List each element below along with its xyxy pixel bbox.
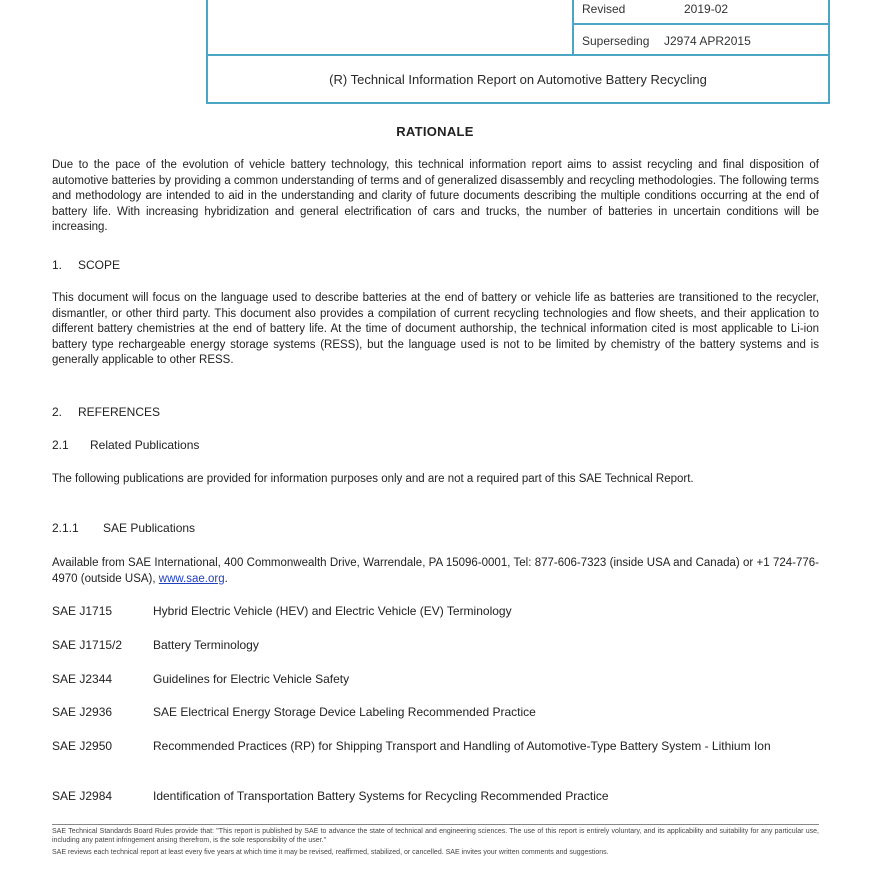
reference-title: Recommended Practices (RP) for Shipping Transport and Handling of Automotive-Type Battery System - Lithium Ion [153, 739, 771, 753]
superseding-label: Superseding [582, 34, 650, 48]
reference-title: SAE Electrical Energy Storage Device Labeling Recommended Practice [153, 705, 536, 719]
section-2-heading [52, 405, 160, 419]
section-2-1-1-title: SAE Publications [103, 521, 196, 535]
reference-title: Hybrid Electric Vehicle (HEV) and Electric Vehicle (EV) Terminology [153, 604, 512, 618]
section-2-number: 2. [52, 405, 63, 419]
footer-divider [52, 824, 819, 825]
footer-notice-review: SAE reviews each technical report at least every five years at which time it may be revised, reaffirmed, stabilized, or cancelled. SAE invites your written comments and suggestions. [52, 849, 609, 856]
reference-title: Guidelines for Electric Vehicle Safety [153, 672, 350, 686]
reference-code: SAE J2344 [52, 672, 113, 686]
reference-code: SAE J2936 [52, 705, 113, 719]
document-header-box [206, 0, 830, 104]
reference-code: SAE J1715 [52, 604, 113, 618]
header-divider-vertical [572, 0, 574, 56]
section-2-1-number: 2.1 [52, 438, 69, 452]
reference-code: SAE J1715/2 [52, 638, 123, 652]
section-2-title: REFERENCES [78, 405, 161, 419]
document-title: (R) Technical Information Report on Automotive Battery Recycling [329, 72, 707, 87]
reference-code: SAE J2950 [52, 739, 113, 753]
section-1-number: 1. [52, 258, 63, 272]
section-1-title: SCOPE [78, 258, 121, 272]
section-2-1-title: Related Publications [90, 438, 200, 452]
scope-paragraph: This document will focus on the language used to describe batteries at the end of battery or vehicle life as batteries are transitioned to the recycler, dismantler, or other third party. This document also provides a compilation of current recycling technologies and flow sheets, and their application to different battery chemistries at the end of battery life. At the time of document authorship, the technical information cited is most applicable to Li-ion battery type rechargeable energy storage systems (RESS), but the language used is not to be limited by chemistry of the battery systems and is generally applicable to other RESS. [52, 292, 819, 366]
superseding-value: J2974 APR2015 [664, 34, 751, 48]
rationale-paragraph: Due to the pace of the evolution of vehicle battery technology, this technical information report aims to assist recycling and final disposition of automotive batteries by providing a common understanding of terms and of generalized disassembly and recycling methodologies. The following terms and methodology are intended to aid in the understanding and clarity of future documents describing the multiple conditions occurring at the end of battery life. With increasing hybridization and general electrification of cars and trucks, the number of batteries in uncertain conditions will be increasing. [52, 159, 819, 233]
section-2-1-1-heading [52, 521, 195, 535]
rationale-heading: RATIONALE [396, 124, 474, 139]
availability-text: Available from SAE International, 400 Commonwealth Drive, Warrendale, PA 15096-0001, Tel: 877-606-7323 (inside USA and Canada) or +1 724-776-4970 (outside USA), [52, 557, 819, 585]
reference-code: SAE J2984 [52, 789, 113, 803]
revised-label: Revised [582, 2, 626, 16]
section-2-1-1-number: 2.1.1 [52, 521, 79, 535]
sae-website-link[interactable]: www.sae.org [158, 572, 225, 585]
reference-title: Identification of Transportation Battery Systems for Recycling Recommended Practice [153, 789, 609, 803]
availability-end: . [224, 572, 228, 585]
availability-paragraph [52, 556, 819, 587]
related-publications-paragraph: The following publications are provided for information purposes only and are not a required part of this SAE Technical Report. [52, 473, 694, 485]
reference-title: Battery Terminology [153, 638, 259, 652]
section-2-1-heading [52, 438, 199, 452]
section-1-heading [52, 258, 120, 272]
revised-date: 2019-02 [684, 2, 729, 16]
header-divider-title [208, 54, 828, 56]
footer-notice-rules: SAE Technical Standards Board Rules provide that: "This report is published by SAE to advance the state of technical and engineering sciences. The use of this report is entirely voluntary, and its applicability and suitability for any particular use, including any patent infringement arising therefrom, is the sole responsibility of the user." [52, 828, 819, 844]
header-divider-revised [572, 23, 828, 25]
